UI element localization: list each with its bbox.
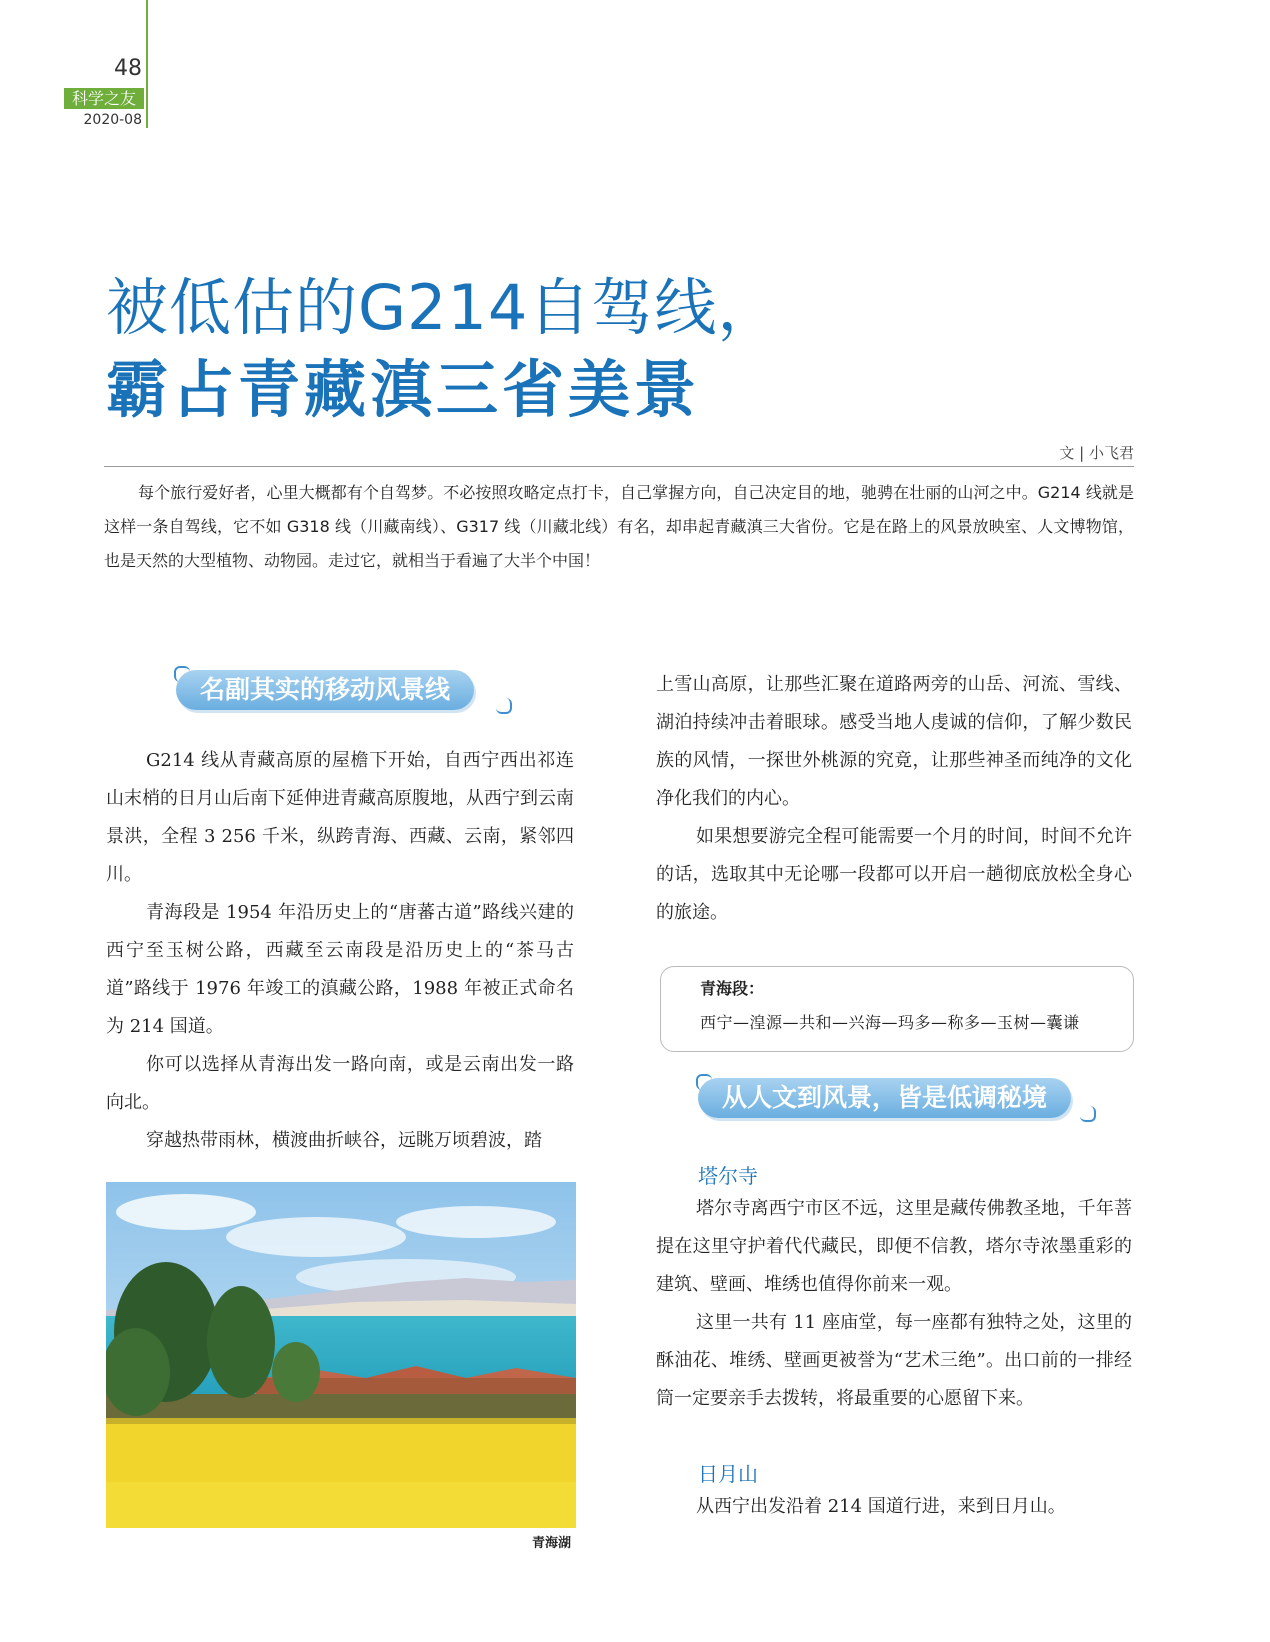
paragraph: 上雪山高原，让那些汇聚在道路两旁的山岳、河流、雪线、湖泊持续冲击着眼球。感受当地人虔诚的信仰，了解少数民族的风情，一探世外桃源的究竟，让那些神圣而纯净的文化净化我们的内心。	[656, 674, 1132, 809]
riyue-mountain-body	[656, 1488, 1132, 1526]
paragraph: 你可以选择从青海出发一路向南，或是云南出发一路向北。	[106, 1054, 574, 1113]
section2-heading: 从人文到风景，皆是低调秘境	[698, 1078, 1071, 1118]
taer-temple-body	[656, 1190, 1132, 1418]
section1-heading: 名副其实的移动风景线	[176, 670, 474, 710]
paragraph: 从西宁出发沿着 214 国道行进，来到日月山。	[696, 1496, 1066, 1517]
paragraph: 这里一共有 11 座庙堂，每一座都有独特之处，这里的酥油花、堆绣、壁画更被誉为“艺术三绝”。出口前的一排经筒一定要亲手去拨转，将最重要的心愿留下来。	[656, 1312, 1132, 1409]
magazine-name: 科学之友	[64, 88, 144, 109]
paragraph: 如果想要游完全程可能需要一个月的时间，时间不允许的话，选取其中无论哪一段都可以开启一趟彻底放松全身心的旅途。	[656, 826, 1132, 923]
intro-text: 每个旅行爱好者，心里大概都有个自驾梦。不必按照攻略定点打卡，自己掌握方向，自己决定目的地，驰骋在壮丽的山河之中。G214 线就是这样一条自驾线，它不如 G318 线（川藏南线）、G317 线（川藏北线）有名，却串起青藏滇三大省份。它是在路上的风景放映室、人文博物馆，也是天然的大型植物、动物园。走过它，就相当于看遍了大半个中国！	[104, 483, 1134, 570]
article-title-line2: 霸占青藏滇三省美景	[106, 353, 701, 426]
qinghai-lake-photo	[106, 1182, 576, 1528]
banner-corner-icon	[496, 698, 512, 714]
header-rule	[146, 0, 148, 128]
subheading-taer-temple: 塔尔寺	[698, 1164, 758, 1188]
intro-paragraph	[104, 476, 1134, 578]
subheading-riyue-mountain: 日月山	[698, 1462, 758, 1486]
divider	[104, 466, 1134, 467]
issue-date: 2020-08	[83, 112, 142, 128]
article-title-line1: 被低估的G214自驾线，	[106, 271, 781, 344]
paragraph: 穿越热带雨林，横渡曲折峡谷，远眺万顷碧波，踏	[146, 1130, 542, 1151]
route-label: 青海段：	[700, 979, 765, 998]
author-byline: 文 | 小飞君	[1059, 444, 1134, 462]
paragraph: G214 线从青藏高原的屋檐下开始，自西宁西出祁连山末梢的日月山后南下延伸进青藏高原腹地，从西宁到云南景洪，全程 3 256 千米，纵跨青海、西藏、云南，紧邻四川。	[106, 750, 574, 885]
photo-caption: 青海湖	[532, 1536, 572, 1551]
route-text: 西宁—湟源—共和—兴海—玛多—称多—玉树—囊谦	[700, 1013, 1080, 1032]
section1-body	[106, 742, 574, 1160]
section1-continued	[656, 666, 1132, 932]
paragraph: 塔尔寺离西宁市区不远，这里是藏传佛教圣地，千年菩提在这里守护着代代藏民，即便不信教，塔尔寺浓墨重彩的建筑、壁画、堆绣也值得你前来一观。	[656, 1198, 1132, 1295]
banner-corner-icon	[1080, 1106, 1096, 1122]
paragraph: 青海段是 1954 年沿历史上的“唐蕃古道”路线兴建的西宁至玉树公路，西藏至云南段是沿历史上的“茶马古道”路线于 1976 年竣工的滇藏公路，1988 年被正式命名为 214 国道。	[106, 902, 574, 1037]
page-number: 48	[114, 56, 142, 81]
